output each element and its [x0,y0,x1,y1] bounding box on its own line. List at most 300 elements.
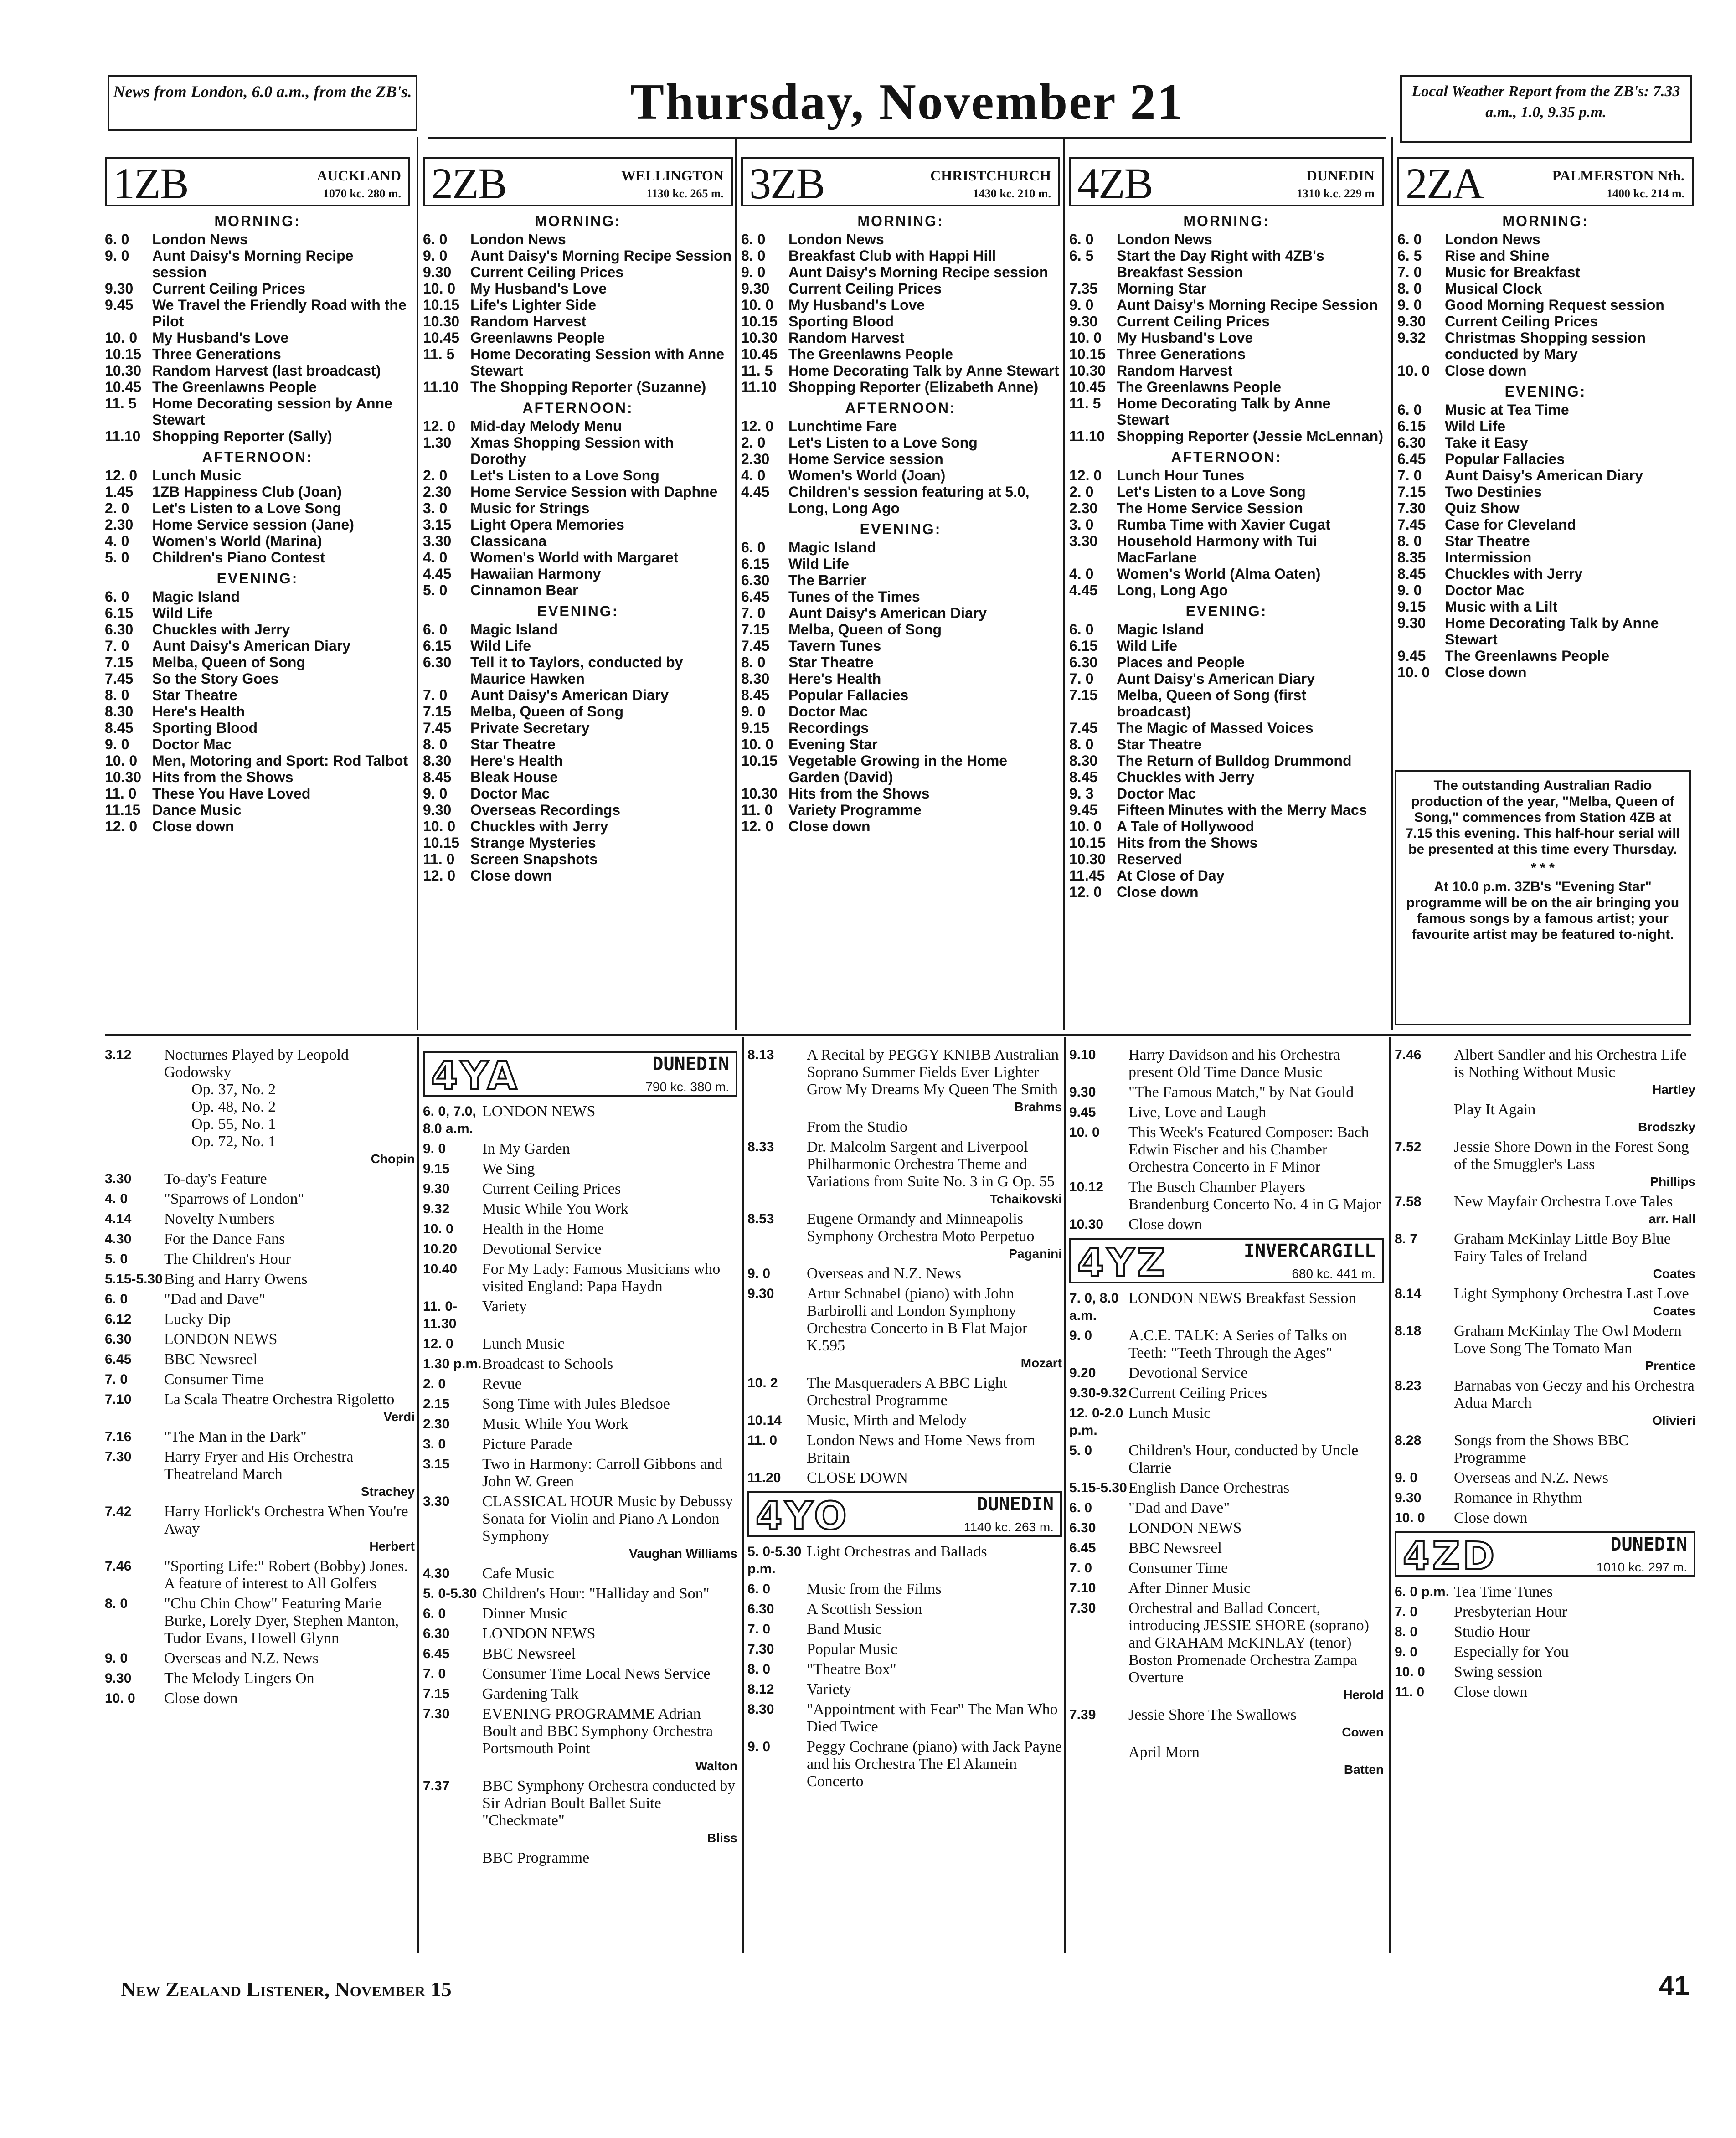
programme-time: 4.45 [1069,582,1098,598]
listing-item [1069,1046,1384,1081]
programme-time: 12. 0 [741,818,774,835]
programme-title: Private Secretary [470,720,590,736]
programme-time: 8.30 [105,703,134,720]
programme-title: Screen Snapshots [470,851,598,867]
programme-time: 8.45 [423,769,452,785]
programme-title: Magic Island [470,621,558,638]
programme-time: 9.30 [105,280,134,297]
listing-title [482,1376,737,1393]
station-city: WELLINGTON [621,167,724,184]
listing-time: 8.53 [747,1211,774,1226]
programme-time: 1.45 [105,484,134,500]
listing-item [747,1543,1062,1578]
programme-time: 10.30 [741,785,778,802]
listing-time [747,1118,807,1136]
programme-title: Random Harvest [470,313,587,330]
listing-item [747,1641,1062,1658]
listing-item [1069,1216,1384,1233]
programme-title: Greenlawns People [470,330,605,346]
programme-time: 10. 0 [105,330,138,346]
listing-text: LONDON NEWS Breakfast Session [1128,1290,1356,1307]
page-number: 41 [1659,1970,1690,2001]
section-heading: MORNING: [535,213,621,229]
listing-title [1128,1479,1384,1497]
listing-title [482,1777,737,1847]
programme-time: 10.15 [423,297,460,313]
programme-item [105,802,410,818]
listing-title [1128,1540,1384,1557]
programme-item [741,379,1060,395]
listing-text: Novelty Numbers [164,1211,275,1227]
listing-title [482,1261,737,1295]
programme-item [423,313,733,330]
programme-title: Let's Listen to a Love Song [470,467,659,484]
programme-item [423,687,733,703]
listing-title [164,1311,415,1328]
listing-text: A Scottish Session [807,1601,922,1618]
listing-time: 10.30 [1069,1217,1104,1232]
listing-item [105,1503,415,1555]
programme-time: 9.30 [741,280,770,297]
melba-note-box [1395,770,1691,1025]
programme-title: Women's World with Margaret [470,549,679,566]
listing-item [423,1705,737,1775]
listing-text: Overseas and N.Z. News [807,1265,961,1282]
programme-item [105,395,410,428]
listing-item [1069,1706,1384,1741]
listing-title [807,1641,1062,1658]
listing-text: Revue [482,1376,522,1392]
listing-item [423,1777,737,1847]
listing-item [1395,1583,1695,1601]
programme-item [1397,467,1694,484]
programme-time: 10. 0 [1397,664,1430,680]
note-text-2: At 10.0 p.m. 3ZB's "Evening Star" programme will be on the air bringing you famous songs by a famous artist; your favourite artist may be featured to-night. [1406,879,1679,942]
listing-item [105,1670,415,1687]
listing-title [1128,1442,1384,1477]
programme-time: 9. 0 [423,785,448,802]
composer: Hartley [1652,1082,1695,1097]
programme-time: 10.30 [105,769,142,785]
listing-title [482,1180,737,1198]
listing-item [105,1231,415,1248]
station-call: 2ZA [1406,159,1483,208]
listing-time: 5. 0 [105,1252,128,1267]
programme-title: Long, Long Ago [1117,582,1228,598]
programme-item [741,638,1060,654]
listing-text: A.C.E. TALK: A Series of Talks on Teeth: "Teeth Through the Ages" [1128,1327,1348,1361]
programme-title: Chuckles with Jerry [1445,566,1583,582]
listing-text: Barnabas von Geczy and his Orchestra Adua March [1454,1377,1695,1412]
programme-time: 3.30 [423,533,452,549]
programme-title: Magic Island [1117,621,1205,638]
listing-item [423,1180,737,1198]
listing-title [164,1428,415,1446]
programme-title: Aunt Daisy's American Diary [1117,670,1315,687]
listing-time: 3. 0 [423,1437,446,1452]
listing-time: 7. 0 [423,1666,446,1681]
station-city: DUNEDIN [1306,167,1375,184]
listing-item [747,1432,1062,1467]
programme-title: Aunt Daisy's Morning Recipe session [152,247,354,280]
programme-title: Shopping Reporter (Jessie McLennan) [1117,428,1383,444]
listing-text: Graham McKinlay The Owl Modern Love Song The Tomato Man [1454,1323,1682,1357]
listing-time: 2.30 [423,1417,450,1432]
programme-title: The Home Service Session [1117,500,1303,516]
listing-title [482,1103,737,1138]
programme-item [105,654,410,670]
listing-text: LONDON NEWS [482,1625,596,1642]
listing-time: 7. 0 [1069,1561,1092,1576]
programme-title: London News [152,231,248,247]
listing-title [482,1160,737,1178]
lower-column-3 [747,1046,1062,1953]
programme-title: Chuckles with Jerry [152,621,290,638]
weather-note-text: Local Weather Report from the ZB's: 7.33 a.m., 1.0, 9.35 p.m. [1411,83,1680,121]
station-call: 3ZB [749,159,824,208]
listing-item [105,1251,415,1268]
programme-title: Doctor Mac [1445,582,1525,598]
programme-title: The Greenlawns People [788,346,953,362]
programme-item [1069,297,1384,313]
listing-time: 7.30 [1069,1601,1096,1616]
listing-title [1128,1405,1384,1439]
listing-text: Presbyterian Hour [1454,1603,1567,1620]
programme-time: 10. 0 [1069,818,1102,835]
listing-item [747,1211,1062,1262]
station-frequency: 790 kc. 380 m. [645,1080,729,1094]
section-heading: EVENING: [216,570,299,587]
programme-item [105,638,410,654]
listing-text: English Dance Orchestras [1128,1479,1290,1496]
listing-time: 6.45 [105,1352,132,1367]
listing-text: Peggy Cochrane (piano) with Jack Payne and his Orchestra The El Alamein Concerto [807,1738,1062,1790]
programme-time: 7.15 [423,703,452,720]
programme-title: Here's Health [152,703,245,720]
programme-title: Wild Life [152,605,213,621]
programme-time: 6. 0 [1069,621,1094,638]
footer-publication: New Zealand Listener, November 15 [121,1978,452,2001]
listing-time: 7.58 [1395,1194,1422,1209]
listing-title [807,1046,1062,1116]
lower-column-2 [423,1046,737,1953]
composer: Phillips [1650,1175,1695,1189]
listing-title [807,1601,1062,1618]
listing-title [482,1565,737,1582]
programme-title: The Shopping Reporter (Suzanne) [470,379,706,395]
listing-title [1454,1193,1695,1228]
station-call: 2ZB [431,159,506,208]
listing-text: After Dinner Music [1128,1580,1251,1597]
station-column-4zb [1069,157,1384,1030]
programme-time: 3.15 [423,516,452,533]
column-divider [735,137,737,1030]
listing-text: BBC Newsreel [1128,1540,1222,1556]
programme-title: So the Story Goes [152,670,279,687]
programme-item [105,621,410,638]
programme-item [105,297,410,330]
listing-time: 3.30 [105,1171,132,1186]
programme-item [1397,434,1694,451]
listing-text: Tea Time Tunes [1454,1583,1553,1600]
listing-text: Devotional Service [482,1241,602,1257]
news-note-text: News from London, 6.0 a.m., from the ZB's. [113,82,412,101]
station-header [423,157,733,206]
listing-text: CLASSICAL HOUR Music by Debussy Sonata for Violin and Piano A London Symphony [482,1493,733,1545]
programme-item [1069,785,1384,802]
listing-text: Lunch Music [1128,1405,1211,1422]
listing-time: 6.30 [1069,1520,1096,1535]
programme-title: Hawaiian Harmony [470,566,601,582]
programme-time: 3.30 [1069,533,1098,549]
programme-time: 6. 0 [105,231,129,247]
programme-title: Home Service session [788,451,943,467]
programme-title: The Magic of Massed Voices [1117,720,1314,736]
programme-item [1397,247,1694,264]
station-4yo-header [747,1491,1062,1537]
section-heading: AFTERNOON: [1171,449,1282,465]
programme-title: Wild Life [1117,638,1178,654]
listing-time: 9. 0 [747,1266,771,1281]
programme-time: 7. 0 [105,638,129,654]
programme-item [1397,533,1694,549]
listing-title [164,1650,415,1667]
news-note-box [108,75,417,131]
listing-title [1128,1600,1384,1704]
programme-title: Start the Day Right with 4ZB's Breakfast Session [1117,247,1324,280]
listing-text: Music While You Work [482,1416,628,1432]
programme-time: 8.35 [1397,549,1426,566]
programme-item [1397,664,1694,680]
programme-title: Aunt Daisy's Morning Recipe Session [1117,297,1378,313]
composer: Batten [1344,1762,1384,1777]
composer: Brodszky [1638,1120,1695,1134]
listing-time: 7.10 [105,1392,132,1407]
listing-time: 9. 0 [747,1739,771,1754]
programme-item [1069,720,1384,736]
listing-item [1069,1327,1384,1362]
programme-title: London News [788,231,884,247]
programme-title: Lunch Music [152,467,242,484]
listing-time: 9.30 [1395,1490,1422,1505]
listing-item [747,1681,1062,1698]
programme-item [423,703,733,720]
programme-time: 8.30 [1069,752,1098,769]
programme-item [105,549,410,566]
listing-time: 7.39 [1069,1707,1096,1722]
programme-time: 10. 0 [741,297,774,313]
programme-item [1069,428,1384,444]
programme-item [1069,231,1384,247]
programme-time: 9. 0 [1397,582,1422,598]
listing-title [807,1285,1062,1372]
programme-time: 9. 0 [1397,297,1422,313]
listing-time: 6. 0 p.m. [1395,1584,1450,1599]
programme-item [1069,752,1384,769]
programme-item [1069,467,1384,484]
listing-time: 9.20 [1069,1365,1096,1381]
listing-title [807,1621,1062,1638]
listing-title [164,1670,415,1687]
programme-time: 8. 0 [423,736,448,752]
section-rule [105,1034,1691,1036]
listing-title [164,1351,415,1368]
lower-column-divider [417,1037,419,1953]
listing-text: To-day's Feature [164,1170,267,1187]
programme-title: Random Harvest [1117,362,1233,379]
station-frequency: 1070 kc. 280 m. [323,187,401,200]
programme-time: 9. 0 [741,703,766,720]
programme-title: Strange Mysteries [470,835,596,851]
programme-time: 9.32 [1397,330,1426,346]
programme-title: Fifteen Minutes with the Merry Macs [1117,802,1367,818]
listing-item [105,1170,415,1188]
listing-time: 10. 0 [423,1221,453,1236]
programme-title: A Tale of Hollywood [1117,818,1255,835]
programme-time: 11.10 [741,379,777,395]
listing-text: Close down [164,1690,238,1707]
listing-title [164,1231,415,1248]
programme-item [423,434,733,467]
programme-time: 11. 5 [423,346,455,362]
programme-title: Variety Programme [788,802,922,818]
programme-time: 6.15 [741,556,770,572]
programme-item [741,313,1060,330]
programme-title: London News [1445,231,1540,247]
programme-time: 7. 0 [1069,670,1094,687]
lower-column-5 [1395,1046,1695,1953]
station-frequency: 1130 kc. 265 m. [646,187,724,200]
listing-text: Children's Hour: "Halliday and Son" [482,1585,710,1602]
programme-time: 11.10 [1069,428,1105,444]
programme-time: 2.30 [423,484,452,500]
station-city: DUNEDIN [652,1054,729,1075]
programme-item [1397,615,1694,648]
listing-time: 9.45 [1069,1105,1096,1120]
programme-title: 1ZB Happiness Club (Joan) [152,484,342,500]
programme-title: Women's World (Marina) [152,533,322,549]
listing-text: CLOSE DOWN [807,1469,908,1486]
programme-time: 6. 0 [423,231,448,247]
programme-title: Home Decorating Session with Anne Stewart [470,346,725,379]
listing-time: 12. 0 [423,1336,453,1351]
listing-time: 7.37 [423,1778,450,1793]
listing-item [105,1558,415,1592]
programme-item [1069,346,1384,362]
station-frequency: 1430 kc. 210 m. [973,187,1051,200]
programme-time: 10.45 [1069,379,1106,395]
listing-item [423,1298,737,1333]
listing-title [482,1493,737,1562]
programme-title: Musical Clock [1445,280,1542,297]
programme-time: 11.15 [105,802,141,818]
listing-time: 8.33 [747,1139,774,1154]
programme-item [1397,264,1694,280]
programme-item [423,654,733,687]
listing-time: 7.46 [105,1559,132,1574]
listing-item [423,1396,737,1413]
listing-title [1128,1520,1384,1537]
listing-title [807,1118,1062,1136]
listing-title [1454,1046,1695,1098]
listing-title [1128,1084,1384,1101]
programme-title: Children's session featuring at 5.0, Long, Long Ago [788,484,1030,516]
programme-item [1069,330,1384,346]
programme-time: 10.30 [423,313,460,330]
programme-item [1069,621,1384,638]
listing-item [1395,1101,1695,1136]
programme-time: 9. 0 [741,264,766,280]
programme-item [105,330,410,346]
programme-time: 10.15 [1069,835,1106,851]
listing-time: 5.15-5.30 [105,1272,163,1287]
listing-time: 6.30 [105,1332,132,1347]
listing-item [1069,1580,1384,1597]
programme-item [741,451,1060,467]
listing-subitem: Op. 48, No. 2 [191,1098,276,1115]
programme-item [1069,867,1384,884]
listing-title [482,1200,737,1218]
section-heading: MORNING: [1502,213,1589,229]
programme-item [741,588,1060,605]
listing-title [164,1595,415,1647]
listing-title [164,1371,415,1388]
programme-item [1397,500,1694,516]
listing-text: BBC Newsreel [164,1351,258,1368]
listing-title [807,1265,1062,1283]
note-stars: * * * [1531,860,1555,876]
programme-item [741,687,1060,703]
listing-text: "Dad and Dave" [1128,1499,1230,1516]
programme-item [741,802,1060,818]
programme-item [741,231,1060,247]
programme-time: 10.15 [423,835,460,851]
composer: Tchaikovski [989,1192,1062,1206]
programme-time: 6. 0 [741,539,766,556]
programme-time: 3. 0 [1069,516,1094,533]
programme-item [741,264,1060,280]
listing-item [1395,1643,1695,1661]
listing-time: 10.40 [423,1262,458,1277]
listing-text: Bing and Harry Owens [164,1271,308,1288]
listing-time: 5.15-5.30 [1069,1480,1127,1495]
listing-time: 3.12 [105,1047,132,1062]
listing-item [1395,1323,1695,1375]
programme-title: Melba, Queen of Song (first broadcast) [1117,687,1307,720]
listing-time: 4.30 [105,1231,132,1247]
programme-item [105,588,410,605]
programme-item [423,835,733,851]
programme-item [1069,638,1384,654]
listing-title [482,1665,737,1683]
programme-time: 11.45 [1069,867,1105,884]
programme-item [1069,280,1384,297]
programme-title: Close down [470,867,552,884]
listing-title [1454,1489,1695,1507]
programme-time: 3. 0 [423,500,448,516]
listing-title [1454,1684,1695,1701]
listing-title [1454,1509,1695,1527]
programme-item [105,247,410,280]
programme-item [1069,818,1384,835]
programme-title: Chuckles with Jerry [1117,769,1255,785]
composer: Olivieri [1652,1413,1695,1427]
programme-title: My Husband's Love [470,280,607,297]
programme-time: 7.45 [741,638,770,654]
listing-text: Current Ceiling Prices [482,1180,621,1197]
lower-column-divider [1389,1037,1391,1953]
programme-title: Men, Motoring and Sport: Rod Talbot [152,752,408,769]
